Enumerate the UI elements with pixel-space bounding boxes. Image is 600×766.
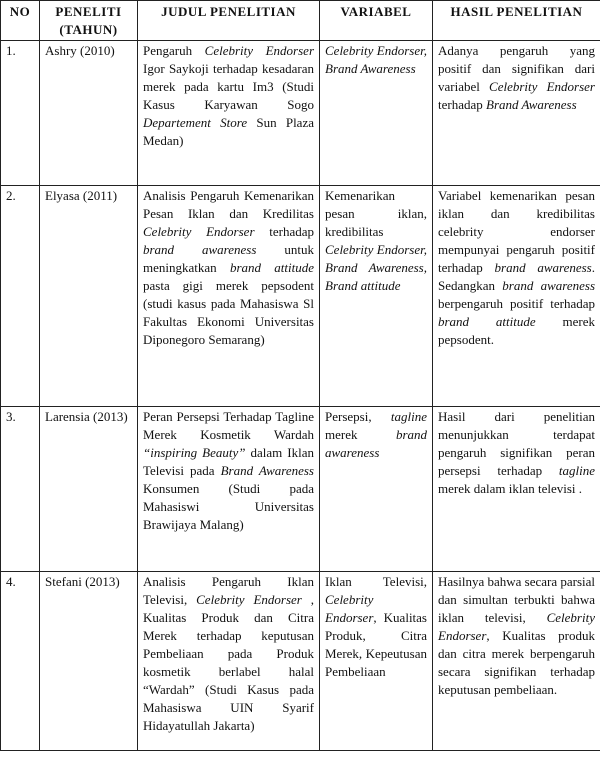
header-no: NO: [1, 1, 40, 41]
cell-result: Hasilnya bahwa secara parsial dan simultan terbukti bahwa iklan televisi, Celebrity Endorser, Kualitas produk dan citra merek berpengaruh secara signifikan terhadap keputusan pembeliaan.: [433, 572, 600, 751]
table-row: [1, 186, 600, 407]
cell-no: 4.: [1, 572, 40, 751]
table-row: [1, 407, 600, 572]
cell-title: Analisis Pengaruh Iklan Televisi, Celebrity Endorser , Kualitas Produk dan Citra Merek terhadap keputusan Pembeliaan pada Produk kosmetik berlabel halal “Wardah” (Studi Kasus pada Mahasiswa UIN Syarif Hidayatullah Jakarta): [138, 572, 320, 751]
cell-researcher: Stefani (2013): [40, 572, 138, 751]
header-result: HASIL PENELITIAN: [433, 1, 600, 41]
cell-result: Adanya pengaruh yang positif dan signifikan dari variabel Celebrity Endorser terhadap Brand Awareness: [433, 41, 600, 186]
table-row: [1, 41, 600, 186]
cell-researcher: Ashry (2010): [40, 41, 138, 186]
cell-variables: Kemenarikan pesan iklan, kredibilitas Celebrity Endorser, Brand Awareness, Brand attitude: [320, 186, 433, 407]
header-row: [1, 1, 600, 41]
cell-variables: Persepsi, tagline merek brand awareness: [320, 407, 433, 572]
cell-researcher: Larensia (2013): [40, 407, 138, 572]
cell-result: Variabel kemenarikan pesan iklan dan kredibilitas celebrity endorser mempunyai pengaruh positif terhadap brand awareness. Sedangkan brand awareness berpengaruh positif terhadap brand attitude merek pepsodent.: [433, 186, 600, 407]
cell-title: Peran Persepsi Terhadap Tagline Merek Kosmetik Wardah “inspiring Beauty” dalam Iklan Televisi pada Brand Awareness Konsumen (Studi pada Mahasiswi Universitas Brawijaya Malang): [138, 407, 320, 572]
header-researcher: PENELITI (TAHUN): [40, 1, 138, 41]
cell-variables: Celebrity Endorser, Brand Awareness: [320, 41, 433, 186]
cell-researcher: Elyasa (2011): [40, 186, 138, 407]
table-row: [1, 572, 600, 751]
cell-result: Hasil dari penelitian menunjukkan terdapat pengaruh signifikan peran persepsi terhadap tagline merek dalam iklan televisi .: [433, 407, 600, 572]
cell-title: Analisis Pengaruh Kemenarikan Pesan Iklan dan Kredilitas Celebrity Endorser terhadap brand awareness untuk meningkatkan brand attitude pasta gigi merek pepsodent (studi kasus pada Mahasiswa Sl Fakultas Ekonomi Universitas Diponegoro Semarang): [138, 186, 320, 407]
header-title: JUDUL PENELITIAN: [138, 1, 320, 41]
cell-title: Pengaruh Celebrity Endorser Igor Saykoji terhadap kesadaran merek pada kartu Im3 (Studi Kasus Karyawan Sogo Departement Store Sun Plaza Medan): [138, 41, 320, 186]
header-variables: VARIABEL: [320, 1, 433, 41]
cell-no: 2.: [1, 186, 40, 407]
cell-no: 3.: [1, 407, 40, 572]
cell-no: 1.: [1, 41, 40, 186]
cell-variables: Iklan Televisi, Celebrity Endorser, Kualitas Produk, Citra Merek, Kepeutusan Pembeliaan: [320, 572, 433, 751]
